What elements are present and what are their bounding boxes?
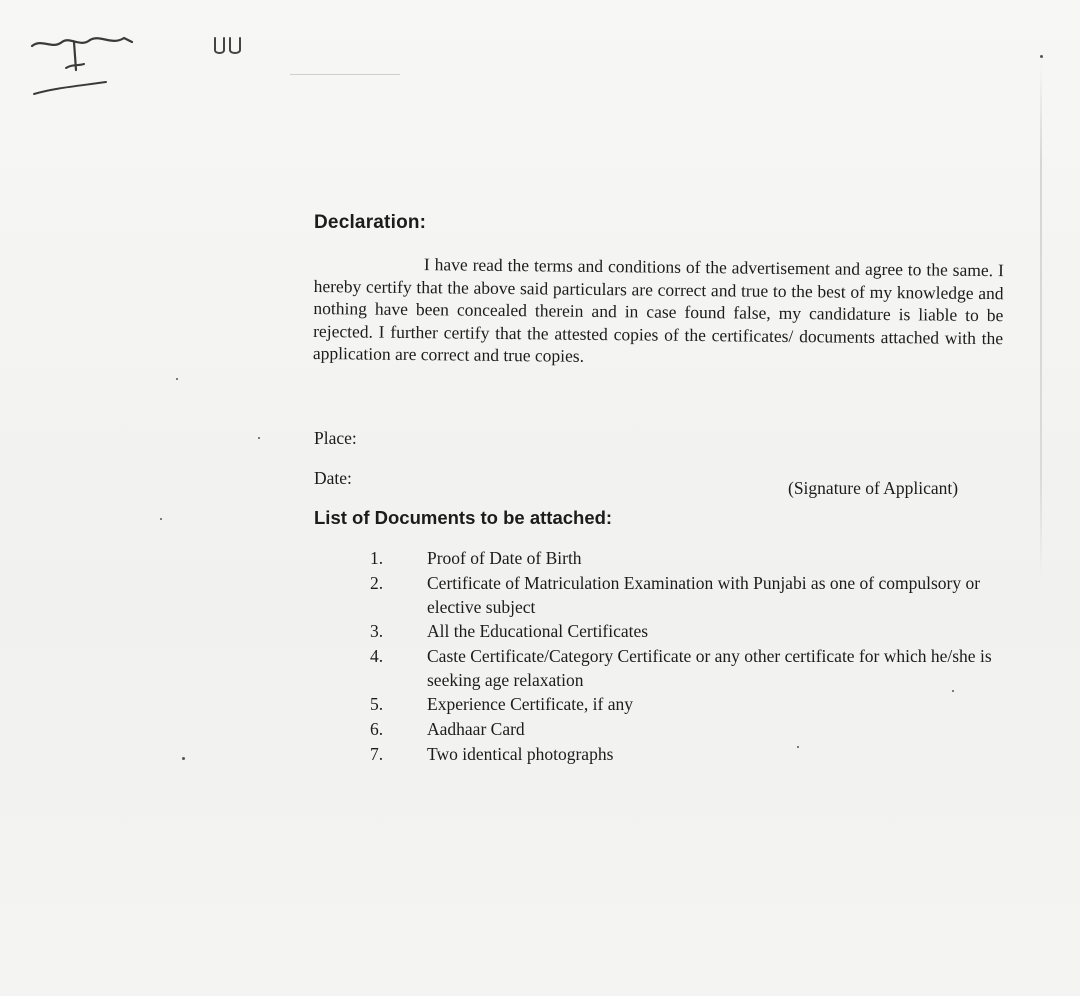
list-item-text: Caste Certificate/Category Certificate or any other certificate for which he/she is seeking age relaxation bbox=[427, 646, 992, 690]
list-item-text: Two identical photographs bbox=[427, 744, 614, 764]
list-item-number: 1. bbox=[370, 548, 384, 568]
list-item-text: All the Educational Certificates bbox=[427, 621, 649, 641]
list-item-number: 2. bbox=[370, 573, 384, 593]
list-item bbox=[370, 546, 994, 571]
date-label: Date: bbox=[314, 468, 352, 488]
speck bbox=[176, 378, 178, 380]
list-item bbox=[370, 619, 994, 644]
list-item-text: Experience Certificate, if any bbox=[427, 694, 634, 714]
handwritten-scribble-mark bbox=[28, 28, 148, 108]
list-item bbox=[370, 717, 994, 742]
declaration-paragraph: I have read the terms and conditions of the advertisement and agree to the same. I hereby certify that the above said particulars are correct and true to the best of my knowledge and nothing have been concealed therein and in case found false, my candidature is liable to be rejected. I further certify that the attested copies of the certificates/ documents attached with the application are correct and true copies. bbox=[312, 254, 1004, 366]
place-label: Place: bbox=[314, 428, 357, 448]
list-item-number: 6. bbox=[370, 719, 384, 739]
speck bbox=[182, 757, 185, 760]
declaration-heading: Declaration: bbox=[314, 212, 427, 233]
documents-list bbox=[370, 546, 994, 767]
list-item bbox=[370, 571, 994, 619]
list-item-number: 3. bbox=[370, 621, 384, 641]
list-item-text: Proof of Date of Birth bbox=[427, 548, 582, 568]
list-item-text: Aadhaar Card bbox=[427, 719, 525, 739]
list-item bbox=[370, 742, 994, 767]
speck bbox=[160, 518, 162, 520]
list-item-text: Certificate of Matriculation Examination with Punjabi as one of compulsory or elective subject bbox=[427, 573, 981, 617]
speck bbox=[258, 437, 260, 439]
handwritten-top-mark bbox=[212, 34, 246, 56]
speck bbox=[1040, 55, 1043, 58]
list-item-number: 4. bbox=[370, 646, 384, 666]
list-item-number: 7. bbox=[370, 744, 384, 764]
list-item bbox=[370, 692, 994, 717]
list-item-number: 5. bbox=[370, 694, 384, 714]
documents-heading: List of Documents to be attached: bbox=[314, 507, 613, 528]
page-edge-shadow bbox=[1040, 60, 1042, 580]
signature-label: (Signature of Applicant) bbox=[788, 478, 959, 498]
top-rule-line bbox=[290, 74, 400, 75]
declaration-section bbox=[312, 212, 1004, 764]
list-item bbox=[370, 644, 994, 692]
